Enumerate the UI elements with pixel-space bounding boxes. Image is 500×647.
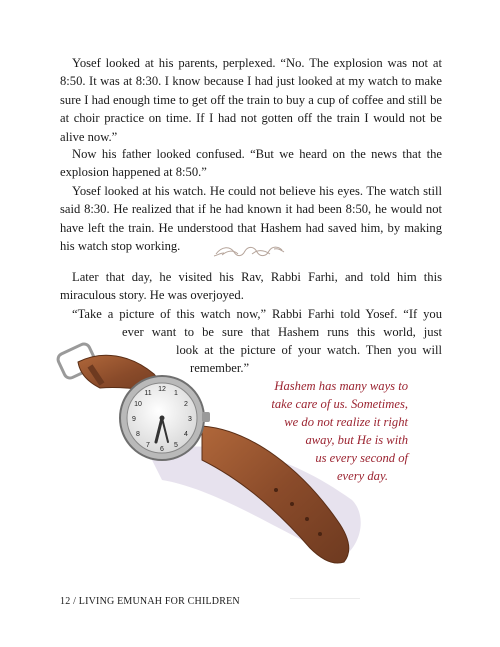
footer-rule [290,598,360,599]
svg-text:12: 12 [158,386,166,393]
story-line: ever want to be sure that Hashem runs this world, just [122,325,442,339]
pull-quote-line: we do not realize it right [284,415,408,429]
svg-text:11: 11 [144,390,152,397]
pull-quote-line: every day. [336,469,388,483]
pull-quote-line: take care of us. Sometimes, [271,397,408,411]
story-paragraph: Later that day, he visited his Rav, Rabbi Farhi, and told him this miraculous story. He was overjoyed. [60,270,442,303]
story-line: “Take a picture of this watch now,” Rabbi Farhi told Yosef. “If you [72,307,442,321]
section-divider-ornament [212,242,286,260]
page-footer: 12 / LIVING EMUNAH FOR CHILDREN [60,596,240,607]
story-line: remember.” [190,361,250,375]
svg-text:8: 8 [136,431,140,438]
pull-quote-line: us every second of [315,451,408,465]
story-paragraph: Now his father looked confused. “But we heard on the news that the explosion happened at 8:50.” [60,147,442,180]
story-paragraph: Yosef looked at his parents, perplexed. “No. The explosion was not at 8:50. It was at 8:30. I know because I had just looked at my watch to make sure I had enough time to get off the train to buy a cup of coffee and still be at choir practice on time. If I had not gotten off the train I would not be alive now.” [60,56,442,144]
svg-text:1: 1 [174,390,178,397]
svg-text:6: 6 [160,446,164,453]
pull-quote-line: away, but He is with [305,433,408,447]
svg-text:2: 2 [184,401,188,408]
pull-quote-line: Hashem has many ways to [274,379,408,393]
svg-text:5: 5 [174,442,178,449]
svg-text:4: 4 [184,431,188,438]
story-paragraph: Yosef looked at his watch. He could not believe his eyes. The watch still said 8:30. He realized that if he had known it had been 8:50, he would not have left the train. He understood that Hashem had saved him, by making his watch stop working. [60,184,442,254]
svg-text:7: 7 [146,442,150,449]
svg-text:10: 10 [134,401,142,408]
svg-text:3: 3 [188,416,192,423]
story-line: look at the picture of your watch. Then you will [176,343,442,357]
svg-text:9: 9 [132,416,136,423]
